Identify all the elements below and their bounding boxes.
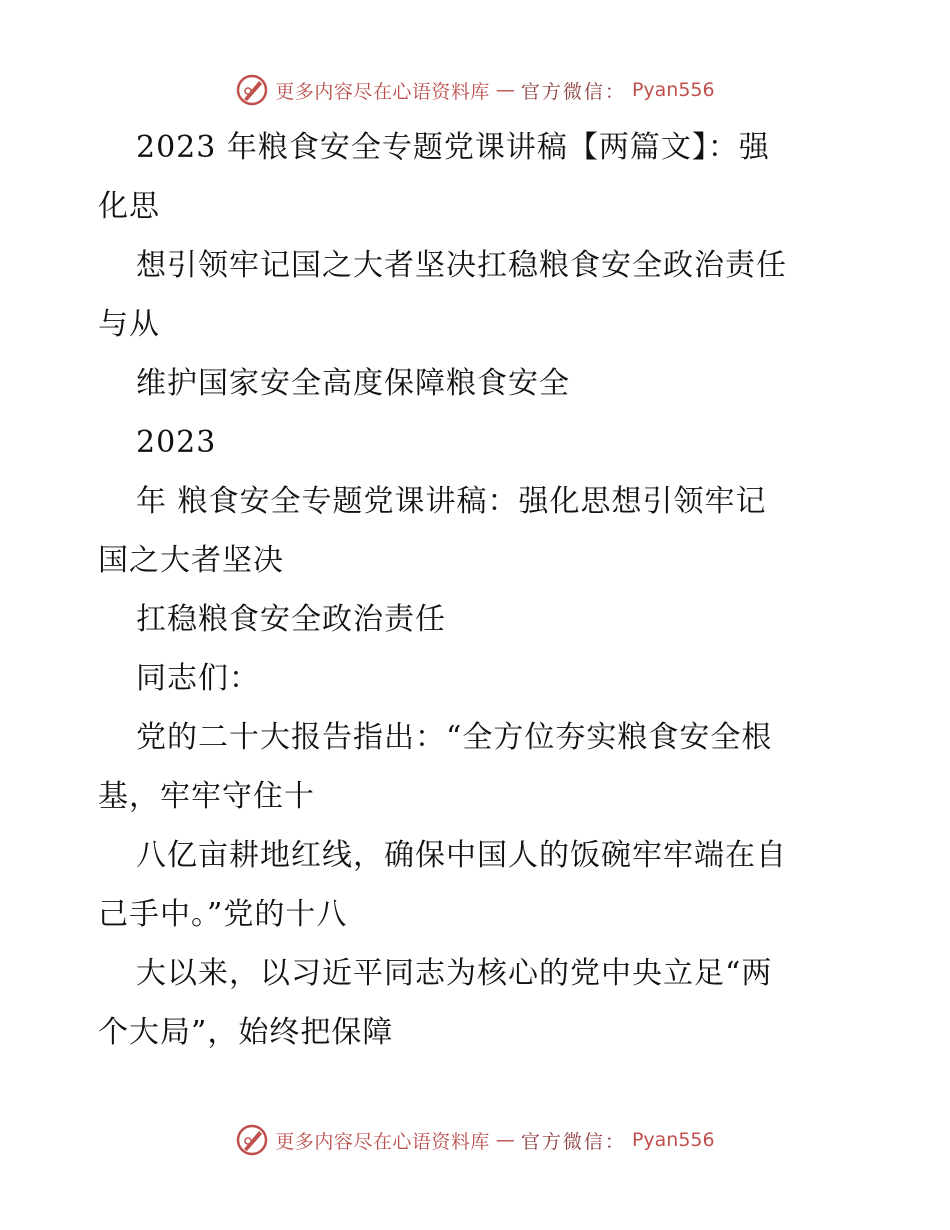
footer-watermark <box>0 1120 950 1160</box>
header-watermark <box>0 70 950 110</box>
text-line-14: 己手中。”党的十八 <box>98 896 348 932</box>
text-line-1: 2023 年粮食安全专题党课讲稿【两篇文】：强 <box>136 129 770 165</box>
text-line-16: 个大局”，始终把保障 <box>98 1014 394 1050</box>
watermark-id: Pyan556 <box>631 1129 715 1151</box>
text-line-8: 国之大者坚决 <box>98 542 284 578</box>
text-line-10: 同志们： <box>136 660 260 696</box>
quill-seal-icon <box>235 1123 269 1157</box>
text-line-2: 化思 <box>98 188 160 224</box>
quill-seal-icon <box>235 73 269 107</box>
text-line-11: 党的二十大报告指出：“全方位夯实粮食安全根 <box>136 719 773 755</box>
watermark-text: 更多内容尽在心语资料库 <box>275 80 490 103</box>
text-line-15: 大以来，以习近平同志为核心的党中央立足“两 <box>136 955 773 991</box>
text-line-3: 想引领牢记国之大者坚决扛稳粮食安全政治责任 <box>136 247 787 283</box>
text-line-9: 扛稳粮食安全政治责任 <box>136 601 446 637</box>
text-line-7: 年 粮食安全专题党课讲稿：强化思想引领牢记 <box>136 483 767 519</box>
watermark-label: 官方微信： <box>520 80 626 103</box>
watermark-id: Pyan556 <box>631 79 715 101</box>
text-line-5: 维护国家安全高度保障粮食安全 <box>136 365 570 401</box>
watermark-label: 官方微信： <box>520 1130 626 1153</box>
watermark-separator: — <box>495 79 515 101</box>
text-line-4: 与从 <box>98 306 160 342</box>
text-line-6: 2023 <box>136 424 217 460</box>
watermark-text: 更多内容尽在心语资料库 <box>275 1130 490 1153</box>
watermark-separator: — <box>495 1129 515 1151</box>
document-body <box>98 118 858 1062</box>
text-line-13: 八亿亩耕地红线，确保中国人的饭碗牢牢端在自 <box>136 837 787 873</box>
text-line-12: 基，牢牢守住十 <box>98 778 315 814</box>
